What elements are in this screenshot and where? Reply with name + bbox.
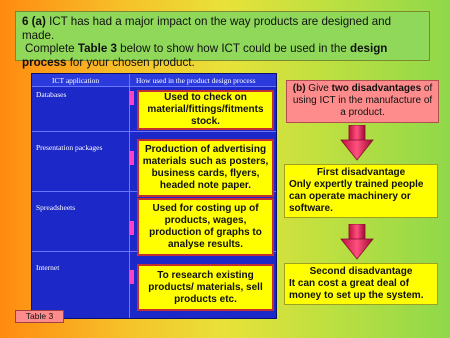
table-3-tag: Table 3 (15, 310, 64, 323)
title-line2-pre: Complete (25, 42, 78, 55)
second-disadvantage-box (284, 263, 438, 305)
second-disadvantage-heading: Second disadvantage (309, 266, 413, 277)
down-arrow-icon (340, 224, 374, 260)
title-line1: ICT has had a major impact on the way products are designed and made. (22, 15, 392, 42)
question-b-post: of using ICT in the manufacture of a product. (292, 83, 433, 118)
question-number: 6 (a) (22, 15, 46, 28)
table-header (32, 74, 276, 87)
answer-databases: Used to check on material/fittings/fitments stock. (137, 90, 274, 130)
header-ict-application: ICT application (52, 76, 100, 85)
header-how-used: How used in the product design process (136, 76, 256, 85)
first-disadvantage-box (284, 164, 438, 218)
answer-spreadsheets: Used for costing up of products, wages, production of graphs to analyse results. (137, 198, 274, 256)
title-line3-post: for your chosen product. (66, 55, 195, 69)
row-marker (129, 221, 134, 235)
row-marker (129, 91, 134, 105)
answer-presentation: Production of advertising materials such as posters, business cards, flyers, headed note paper. (137, 139, 274, 197)
question-b-pre: Give (305, 83, 332, 94)
row-label-spreadsheets: Spreadsheets (36, 203, 76, 212)
down-arrow-icon (340, 125, 374, 161)
question-b (286, 80, 439, 123)
row-label-presentation: Presentation packages (36, 143, 103, 152)
row-label-internet: Internet (36, 263, 60, 272)
title-design-word: design (350, 42, 388, 55)
title-table-ref: Table 3 (77, 42, 117, 55)
row-marker (129, 270, 134, 284)
row-marker (129, 151, 134, 165)
question-b-number: (b) (292, 83, 306, 94)
question-b-bold: two disadvantages (331, 83, 422, 94)
row-label-databases: Databases (36, 90, 67, 99)
second-disadvantage-text: It can cost a great deal of money to set up the system. (289, 278, 424, 301)
first-disadvantage-heading: First disadvantage (316, 167, 406, 178)
first-disadvantage-text: Only expertly trained people can operate machinery or software. (289, 179, 424, 214)
row-divider (32, 131, 276, 132)
answer-internet: To research existing products/ materials, sell products etc. (137, 264, 274, 311)
title-process-word: process (22, 55, 67, 69)
question-title (15, 11, 430, 69)
title-line2-mid: below to show how ICT could be used in the (116, 42, 351, 55)
